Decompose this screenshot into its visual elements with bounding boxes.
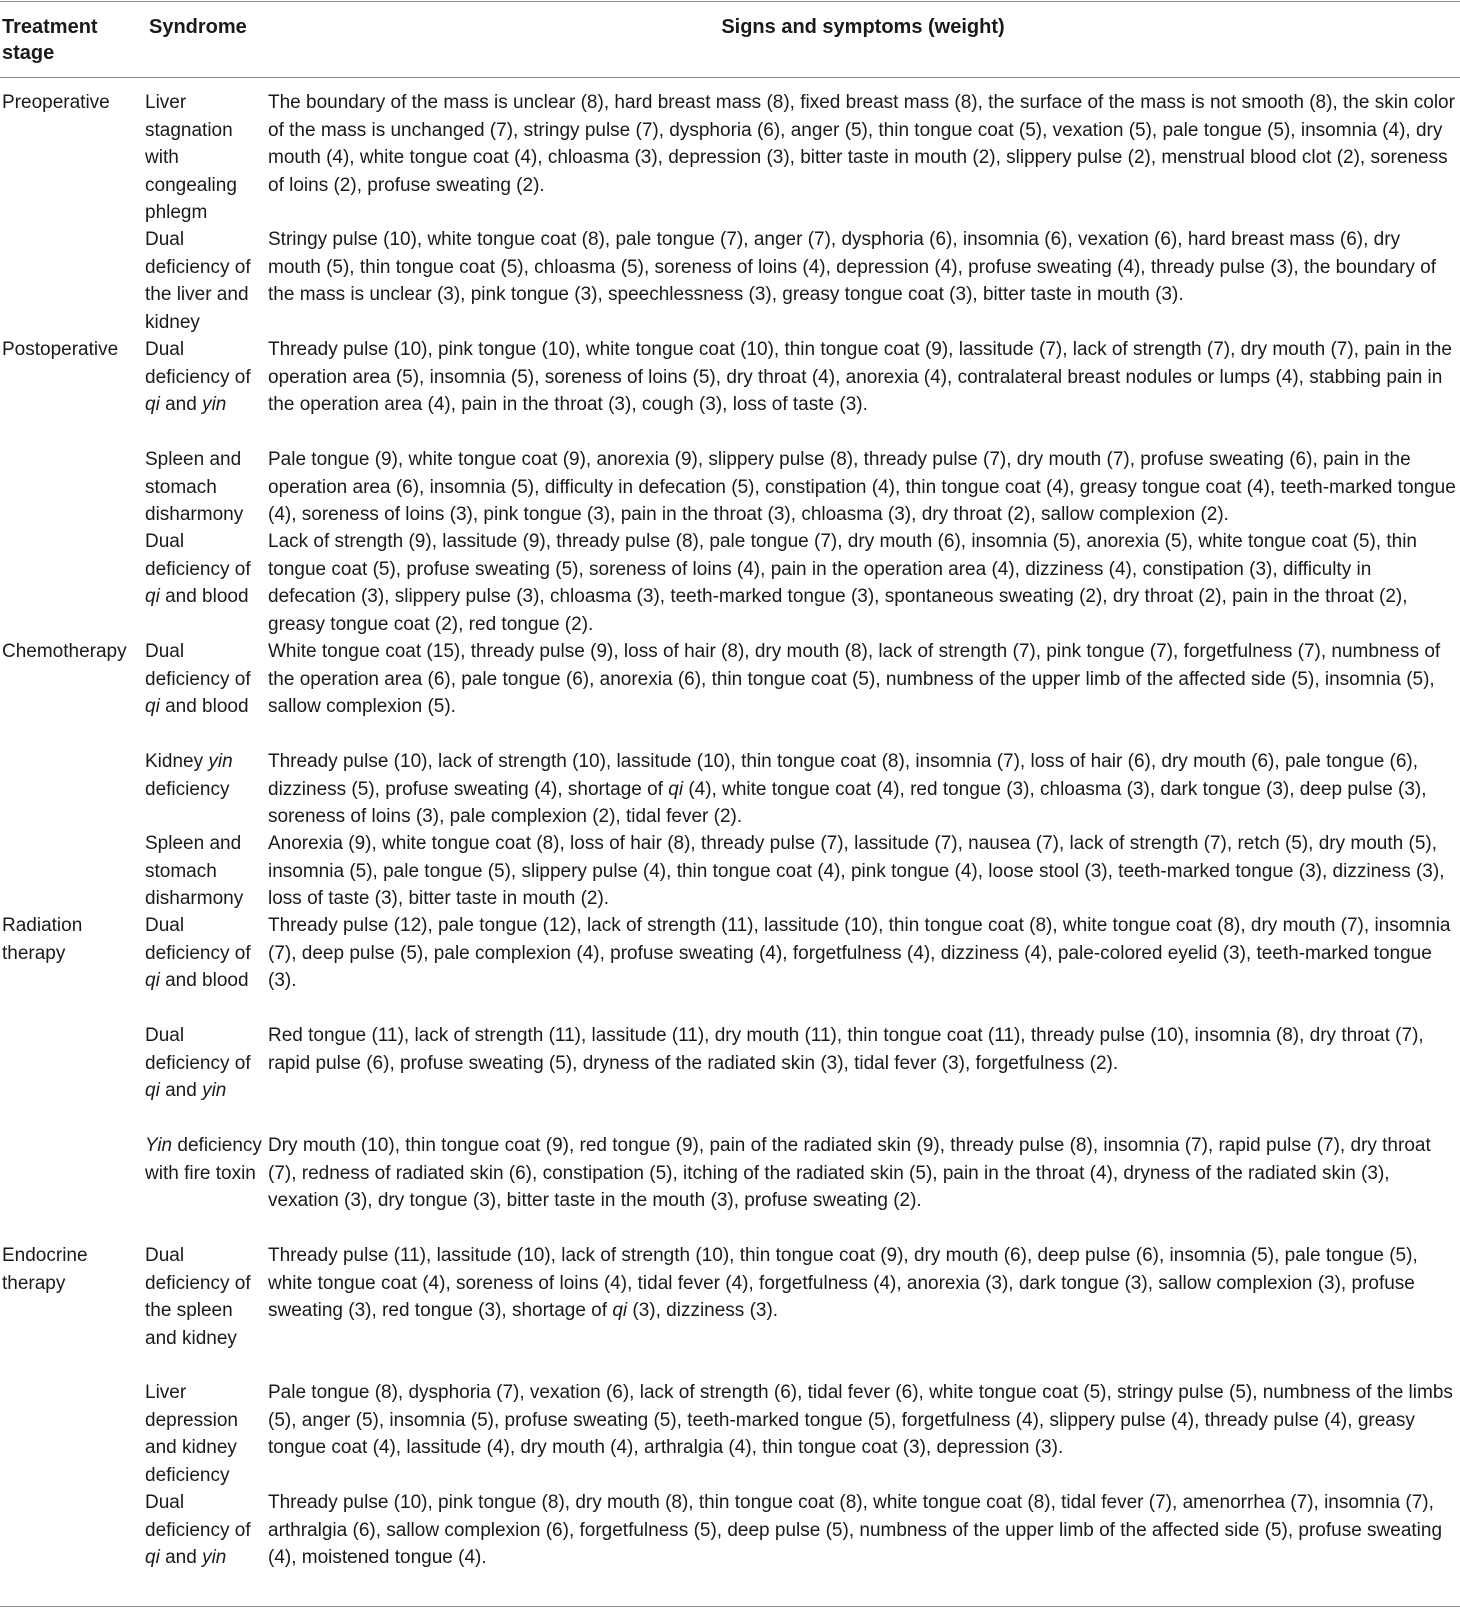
signs-cell: Thready pulse (10), lack of strength (10), lassitude (10), thin tongue coat (8), insomnia (7), loss of hair (6), dry mouth (6), pale tongue (6), dizziness (5), profuse sweating (4), shortage of qi (4), white tongue coat (4), red tongue (3), chloasma (3), dark tongue (3), deep pulse (3), soreness of loins (3), pale complexion (2), tidal fever (2).: [268, 751, 1427, 827]
syndrome-cell: Dual deficiency of qi and yin: [145, 339, 251, 415]
stage-cell: Preoperative: [2, 92, 110, 113]
signs-cell: Thready pulse (10), pink tongue (10), white tongue coat (10), thin tongue coat (9), lassitude (7), lack of strength (7), dry mouth (7), pain in the operation area (5), insomnia (5), soreness of loins (5), dry throat (4), anorexia (4), contralateral breast nodules or lumps (4), stabbing pain in the operation area (4), pain in the throat (3), cough (3), loss of taste (3).: [268, 339, 1452, 415]
header-bottom-rule: [0, 77, 1460, 78]
syndrome-cell: Dual deficiency of qi and blood: [145, 641, 251, 717]
signs-cell: Pale tongue (9), white tongue coat (9), anorexia (9), slippery pulse (8), thready pulse (7), dry mouth (7), profuse sweating (6), pain in the operation area (6), insomnia (5), difficulty in defecation (5), constipation (4), thin tongue coat (4), greasy tongue coat (4), teeth-marked tongue (4), soreness of loins (3), pink tongue (3), pain in the throat (3), chloasma (3), dry throat (2), sallow complexion (2).: [268, 449, 1456, 525]
table-top-rule: [0, 1, 1460, 2]
syndrome-cell: Dual deficiency of the liver and kidney: [145, 229, 251, 333]
signs-cell: Thready pulse (12), pale tongue (12), lack of strength (11), lassitude (10), thin tongue coat (8), white tongue coat (8), dry mouth (7), insomnia (7), deep pulse (5), pale complexion (4), profuse sweating (4), forgetfulness (4), dizziness (4), pale-colored eyelid (3), teeth-marked tongue (3).: [268, 915, 1451, 991]
table-bottom-rule: [0, 1606, 1460, 1607]
syndrome-cell: Spleen and stomach disharmony: [145, 449, 244, 525]
syndrome-cell: Yin deficiency with fire toxin: [145, 1135, 262, 1184]
signs-cell: The boundary of the mass is unclear (8), hard breast mass (8), fixed breast mass (8), the surface of the mass is not smooth (8), the skin color of the mass is unchanged (7), stringy pulse (7), dysphoria (6), anger (5), thin tongue coat (5), vexation (5), pale tongue (5), insomnia (4), dry mouth (4), white tongue coat (4), chloasma (3), depression (3), bitter taste in mouth (2), slippery pulse (2), menstrual blood clot (2), soreness of loins (2), profuse sweating (2).: [268, 92, 1455, 196]
syndrome-cell: Dual deficiency of qi and blood: [145, 915, 251, 991]
syndrome-cell: Liver depression and kidney deficiency: [145, 1382, 238, 1486]
syndrome-cell: Dual deficiency of the spleen and kidney: [145, 1245, 251, 1349]
syndrome-cell: Spleen and stomach disharmony: [145, 833, 244, 909]
stage-cell: Radiation therapy: [2, 915, 83, 964]
syndrome-cell: Dual deficiency of qi and blood: [145, 531, 251, 607]
syndrome-cell: Dual deficiency of qi and yin: [145, 1025, 251, 1101]
signs-cell: White tongue coat (15), thready pulse (9), loss of hair (8), dry mouth (8), lack of strength (7), pink tongue (7), forgetfulness (7), numbness of the operation area (6), pale tongue (6), anorexia (6), thin tongue coat (5), numbness of the upper limb of the affected side (5), insomnia (5), sallow complexion (5).: [268, 641, 1441, 717]
header-signs-symptoms: Signs and symptoms (weight): [721, 16, 1005, 38]
signs-cell: Dry mouth (10), thin tongue coat (9), red tongue (9), pain of the radiated skin (9), thready pulse (8), insomnia (7), rapid pulse (7), dry throat (7), redness of radiated skin (6), constipation (5), itching of the radiated skin (5), pain in the throat (4), dryness of the radiated skin (3), vexation (3), dry tongue (3), bitter taste in the mouth (3), profuse sweating (2).: [268, 1135, 1431, 1211]
signs-cell: Anorexia (9), white tongue coat (8), loss of hair (8), thready pulse (7), lassitude (7), nausea (7), lack of strength (7), retch (5), dry mouth (5), insomnia (5), pale tongue (5), slippery pulse (4), thin tongue coat (4), pink tongue (4), loose stool (3), teeth-marked tongue (3), dizziness (3), loss of taste (3), bitter taste in mouth (2).: [268, 833, 1445, 909]
header-syndrome: Syndrome: [149, 16, 247, 38]
syndrome-cell: Kidney yin deficiency: [145, 751, 233, 800]
stage-cell: Chemotherapy: [2, 641, 127, 662]
signs-cell: Lack of strength (9), lassitude (9), thready pulse (8), pale tongue (7), dry mouth (6), insomnia (5), anorexia (5), white tongue coat (5), thin tongue coat (5), profuse sweating (5), soreness of loins (4), pain in the operation area (4), dizziness (4), constipation (3), difficulty in defecation (3), slippery pulse (3), chloasma (3), teeth-marked tongue (3), spontaneous sweating (2), dry throat (2), pain in the throat (2), greasy tongue coat (2), red tongue (2).: [268, 531, 1417, 635]
signs-cell: Thready pulse (11), lassitude (10), lack of strength (10), thin tongue coat (9), dry mouth (6), deep pulse (6), insomnia (5), pale tongue (5), white tongue coat (4), soreness of loins (4), tidal fever (4), forgetfulness (4), anorexia (3), dark tongue (3), sallow complexion (3), profuse sweating (3), red tongue (3), shortage of qi (3), dizziness (3).: [268, 1245, 1418, 1321]
stage-cell: Endocrine therapy: [2, 1245, 88, 1294]
stage-cell: Postoperative: [2, 339, 119, 360]
signs-cell: Red tongue (11), lack of strength (11), lassitude (11), dry mouth (11), thin tongue coat (11), thready pulse (10), insomnia (8), dry throat (7), rapid pulse (6), profuse sweating (5), dryness of the radiated skin (3), tidal fever (3), forgetfulness (2).: [268, 1025, 1424, 1074]
signs-cell: Thready pulse (10), pink tongue (8), dry mouth (8), thin tongue coat (8), white tongue coat (8), tidal fever (7), amenorrhea (7), insomnia (7), arthralgia (6), sallow complexion (6), forgetfulness (5), deep pulse (5), numbness of the upper limb of the affected side (5), profuse sweating (4), moistened tongue (4).: [268, 1492, 1443, 1568]
signs-cell: Stringy pulse (10), white tongue coat (8), pale tongue (7), anger (7), dysphoria (6), insomnia (6), vexation (6), hard breast mass (6), dry mouth (5), thin tongue coat (5), chloasma (5), soreness of loins (4), depression (4), profuse sweating (4), thready pulse (3), the boundary of the mass is unclear (3), pink tongue (3), speechlessness (3), greasy tongue coat (3), bitter taste in mouth (3).: [268, 229, 1437, 305]
header-treatment-stage: Treatment stage: [2, 16, 98, 64]
signs-cell: Pale tongue (8), dysphoria (7), vexation (6), lack of strength (6), tidal fever (6), white tongue coat (5), stringy pulse (5), numbness of the limbs (5), anger (5), insomnia (5), profuse sweating (5), teeth-marked tongue (5), forgetfulness (4), slippery pulse (4), thready pulse (4), greasy tongue coat (4), lassitude (4), dry mouth (4), arthralgia (4), thin tongue coat (3), depression (3).: [268, 1382, 1453, 1458]
syndrome-cell: Dual deficiency of qi and yin: [145, 1492, 251, 1568]
syndrome-cell: Liver stagnation with congealing phlegm: [145, 92, 237, 223]
